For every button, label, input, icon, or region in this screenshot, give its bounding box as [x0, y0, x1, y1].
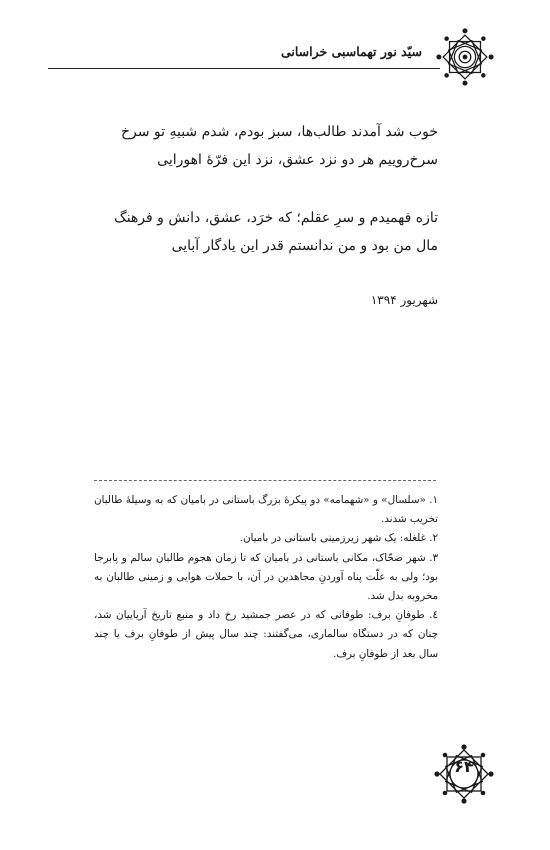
footnote-item: ٤. طوفانِ برف: طوفانی که در عصر جمشید رخ داد و منبع تاریخ آریاییان شد، چنان که در دستگاه سالماری، می‌گفتند: چند سال پیش از طوفانِ برف یا چند سال بعد از طوفانِ برف.	[94, 609, 438, 660]
header-rule	[48, 68, 440, 69]
poem-verse: مال من بود و من ندانستم قدر این یادگار آبایی	[171, 238, 438, 254]
page-number: ۶۴	[454, 757, 474, 776]
corner-rosette-ornament	[436, 28, 494, 86]
footnote-item: ۱. «سلسال» و «شهمامه» دو پیکرهٔ بزرگ باستانی در بامیان که به وسیلهٔ طالبان تخریب شدند.	[94, 494, 438, 526]
poem-stanza-2	[114, 204, 438, 260]
poem-verse: خوب شد آمدند طالب‌ها، سبز بودم، شدم شبیهِ تو سرخ	[120, 124, 438, 140]
poem-verse: تازه فهمیدم و سرِ عقلم؛ که خرَد، عشق، دانش و فرهنگ	[114, 210, 438, 226]
running-header-title: سیّد نور تهماسبی خراسانی	[280, 44, 422, 59]
footnotes	[94, 491, 438, 664]
footnote-item: ۳. شهر ضحّاک، مکانی باستانی در بامیان که تا زمان هجوم طالبان سالم و پابرجا بود؛ ولی به علّت پناه آوردنِ مجاهدین در آن، با حملات هوایی و زمینی طالبان به مخروبه بدل شد.	[94, 551, 438, 603]
poem-verse: سرخ‌روییم هر دو نزد عشق، نزد این فرّهٔ اهورایی	[157, 152, 438, 168]
footnote-item: ۲. غلغله: یک شهر زیرزمینی باستانی در بامیان.	[239, 532, 438, 545]
poem-stanza-1	[121, 118, 438, 174]
poem-date: شهریور ۱۳۹۴	[370, 293, 438, 307]
footnote-separator	[94, 480, 436, 481]
